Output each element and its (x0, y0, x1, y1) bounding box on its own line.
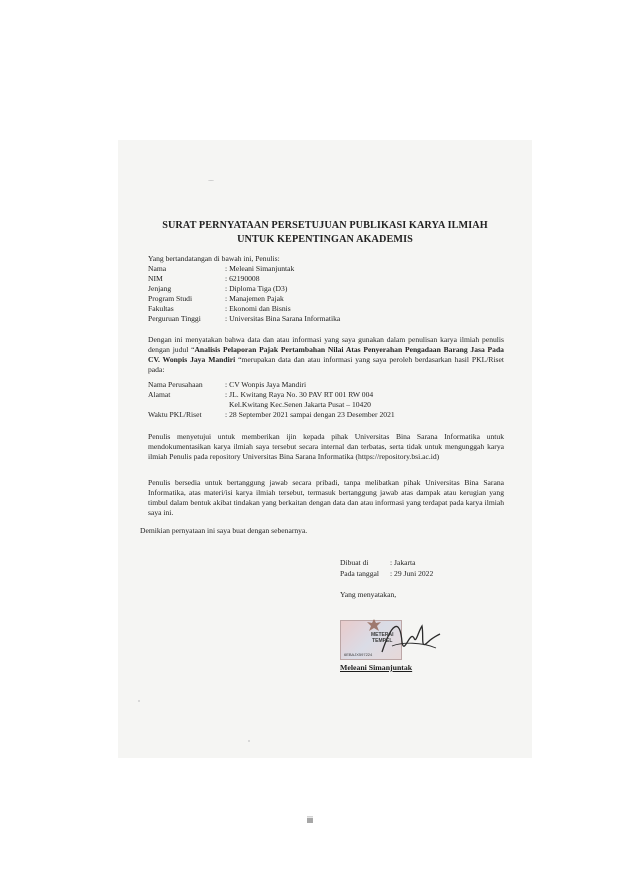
scan-artifact (208, 180, 214, 181)
colon: : (225, 274, 228, 283)
signature-heading: Yang menyatakan, (340, 590, 397, 599)
place-text: Jakarta (394, 558, 416, 567)
company-name-text: CV Wonpis Jaya Mandiri (229, 380, 307, 389)
colon: : (390, 558, 393, 567)
scanned-document (118, 140, 532, 758)
responsibility-paragraph: Penulis bersedia untuk bertanggung jawab secara pribadi, tanpa melibatkan pihak Universitas Bina Sarana Informatika, atas materi/isi karya ilmiah tersebut, termasuk bertanggung jawab atas dampak atau kerugian yang timbul dalam bentuk akibat tindakan yang berkaitan dengan data dan atau informasi yang terdapat pada karya ilmiah saya ini. (148, 478, 504, 518)
document-title-line1: SURAT PERNYATAAN PERSETUJUAN PUBLIKASI KARYA ILMIAH (162, 220, 488, 231)
identity-value-text: 62190008 (229, 274, 260, 283)
colon: : (225, 410, 228, 419)
place-label: Dibuat di (340, 558, 369, 567)
colon: : (225, 264, 228, 273)
colon: : (225, 390, 228, 399)
date-label: Pada tanggal (340, 569, 380, 578)
identity-value (225, 314, 340, 324)
colon: : (390, 569, 393, 578)
identity-value-text: Manajemen Pajak (229, 294, 284, 303)
identity-value (225, 304, 291, 314)
identity-label: Program Studi (148, 294, 193, 303)
address-value (225, 390, 373, 400)
document-title-line2: UNTUK KEPENTINGAN AKADEMIS (237, 234, 413, 245)
closing-text: Demikian pernyataan ini saya buat dengan sebenarnya. (140, 526, 308, 535)
identity-label: Nama (148, 264, 167, 273)
identity-value-text: Universitas Bina Sarana Informatika (229, 314, 341, 323)
scan-artifact (248, 740, 250, 742)
date-value (390, 569, 433, 579)
company-name-label: Nama Perusahaan (148, 380, 203, 389)
company-name-value (225, 380, 306, 390)
identity-value (225, 294, 284, 304)
page-number: iii (307, 815, 313, 825)
identity-label: Perguruan Tinggi (148, 314, 201, 323)
identity-value (225, 284, 287, 294)
colon: : (225, 294, 228, 303)
identity-label: Fakultas (148, 304, 174, 313)
address-line2: Kel.Kwitang Kec.Senen Jakarta Pusat – 10420 (229, 400, 371, 409)
colon: : (225, 284, 228, 293)
identity-value-text: Ekonomi dan Bisnis (229, 304, 291, 313)
colon: : (225, 314, 228, 323)
identity-value-text: Diploma Tiga (D3) (229, 284, 288, 293)
period-text: 28 September 2021 sampai dengan 23 Desember 2021 (229, 410, 395, 419)
handwritten-signature-icon (362, 612, 442, 664)
place-value (390, 558, 416, 568)
scan-artifact (138, 700, 140, 702)
stamp-line2: TEMPEL (372, 637, 393, 644)
identity-value (225, 264, 294, 274)
address-label: Alamat (148, 390, 171, 399)
colon: : (225, 380, 228, 389)
statement-prefix: Dengan ini menyatakan bahwa data dan atau informasi yang saya gunakan dalam penulisan karya ilmiah penulis dengan judul “ (148, 335, 504, 355)
identity-value-text: Meleani Simanjuntak (229, 264, 295, 273)
stamp-code: 6EBAJX597224 (344, 652, 373, 657)
identity-value (225, 274, 260, 284)
consent-paragraph: Penulis menyetujui untuk memberikan ijin kepada pihak Universitas Bina Sarana Informatika untuk mendokumentasikan karya ilmiah saya tersebut secara internal dan terbatas, serta tidak untuk mengunggah karya ilmiah Penulis pada repository Universitas Bina Sarana Informatika (https://repository.bsi.ac.id) (148, 432, 504, 462)
identity-label: Jenjang (148, 284, 172, 293)
statement-paragraph (148, 335, 504, 375)
stamp-line1: METERAI (371, 632, 394, 638)
identity-label: NIM (148, 274, 163, 283)
colon: : (225, 304, 228, 313)
signer-name: Meleani Simanjuntak (340, 663, 413, 672)
date-text: 29 Juni 2022 (394, 569, 434, 578)
period-label: Waktu PKL/Riset (148, 410, 202, 419)
period-value (225, 410, 395, 420)
address-line1: JL. Kwitang Raya No. 30 PAV RT 001 RW 004 (229, 390, 374, 399)
intro-text: Yang bertandatangan di bawah ini, Penulis: (148, 254, 280, 263)
statement-suffix: “merupakan data dan atau informasi yang saya peroleh berdasarkan hasil PKL/Riset pada: (148, 355, 504, 375)
thesis-title: Analisis Pelaporan Pajak Pertambahan Nilai Atas Penyerahan Pengadaan Barang Jasa Pada CV. Wonpis Jaya Mandiri (148, 345, 504, 365)
